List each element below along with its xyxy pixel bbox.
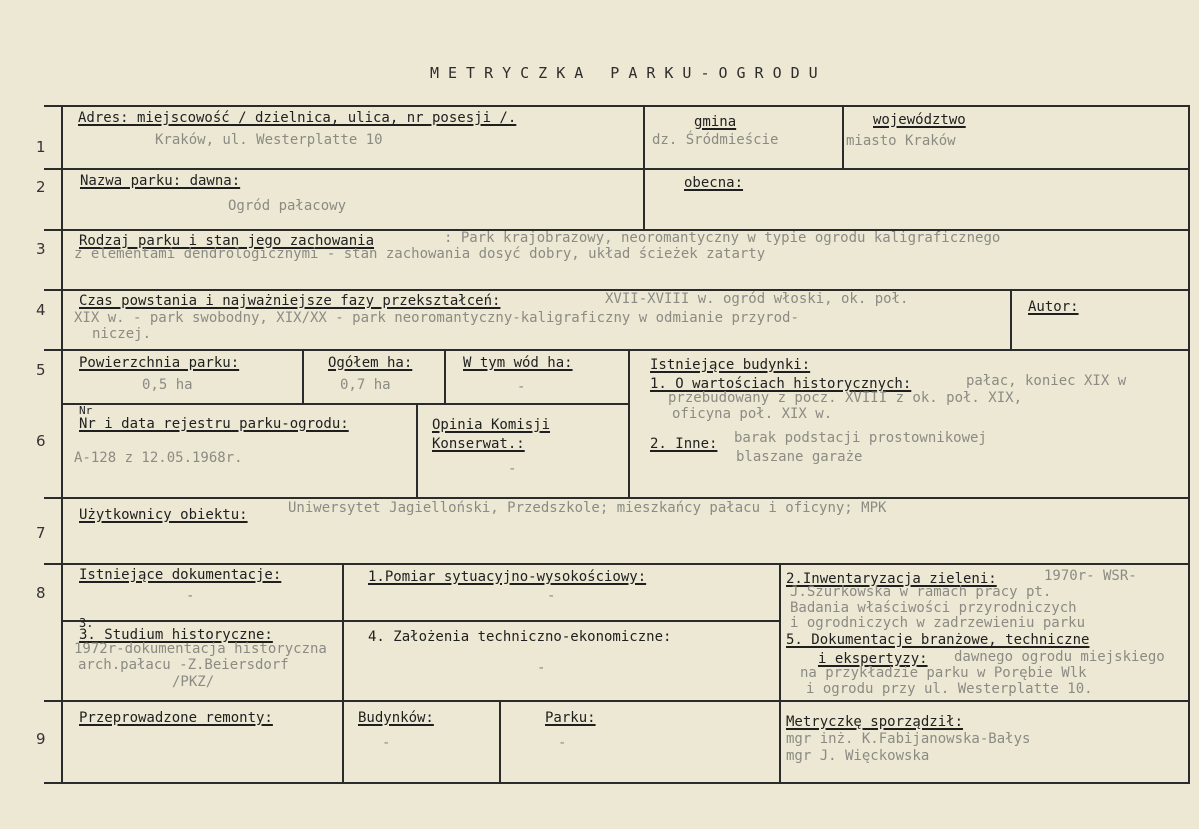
greenery-inventory-value-3: Badania właściwości przyrodniczych bbox=[790, 600, 1077, 616]
water-area-value: - bbox=[517, 379, 526, 395]
technical-assumptions-value: - bbox=[537, 660, 546, 676]
row-number: 8 bbox=[36, 584, 46, 602]
history-label: Czas powstania i najważniejsze fazy przekształceń: bbox=[79, 293, 501, 309]
branch-docs-value-3: i ogrodu przy ul. Westerplatte 10. bbox=[806, 681, 1093, 697]
historical-study-value-2: arch.pałacu -Z.Beiersdorf bbox=[78, 657, 289, 673]
other-buildings-label: 2. Inne: bbox=[650, 436, 718, 452]
greenery-inventory-label: 2.Inwentaryzacja zieleni: bbox=[786, 571, 997, 587]
row-divider bbox=[62, 403, 628, 405]
other-buildings-value-cont: blaszane garaże bbox=[736, 449, 863, 465]
row-number: 7 bbox=[36, 524, 46, 542]
column-divider bbox=[444, 349, 446, 404]
voivodeship-value: miasto Kraków bbox=[846, 133, 956, 149]
column-divider bbox=[499, 700, 501, 783]
row-number: 2 bbox=[36, 178, 46, 196]
row-number: 1 bbox=[36, 138, 46, 156]
total-area-value: 0,7 ha bbox=[340, 377, 391, 393]
buildings-repairs-label: Budynków: bbox=[358, 710, 434, 726]
historic-buildings-value-cont: przebudowany z pocz. XVIII z ok. poł. XIX, bbox=[668, 390, 1023, 406]
prepared-by-value-2: mgr J. Więckowska bbox=[786, 748, 930, 764]
park-name-value: Ogród pałacowy bbox=[228, 198, 347, 214]
column-divider bbox=[1188, 105, 1190, 784]
register-value: A-128 z 12.05.1968r. bbox=[74, 450, 243, 466]
prepared-by-value: mgr inż. K.Fabijanowska-Bałys bbox=[786, 731, 1031, 747]
history-value-end: niczej. bbox=[92, 326, 152, 342]
documentation-value: - bbox=[186, 588, 195, 604]
register-number-prefix: Nr bbox=[79, 404, 93, 417]
buildings-label: Istniejące budynki: bbox=[650, 357, 811, 373]
row-divider bbox=[44, 700, 1190, 702]
other-buildings-value: barak podstacji prostownikowej bbox=[734, 430, 987, 446]
users-label: Użytkownicy obiektu: bbox=[79, 507, 248, 523]
column-divider bbox=[416, 403, 418, 498]
address-label: Adres: miejscowość / dzielnica, ulica, nr posesji /. bbox=[78, 110, 517, 126]
park-type-label: Rodzaj parku i stan jego zachowania bbox=[79, 233, 375, 249]
voivodeship-label: województwo bbox=[873, 112, 966, 128]
column-divider bbox=[302, 349, 304, 404]
row-number: 9 bbox=[36, 730, 46, 748]
column-divider bbox=[61, 105, 63, 784]
row-divider bbox=[62, 620, 780, 622]
row-number: 5 bbox=[36, 361, 46, 379]
park-type-value-cont: z elementami dendrologicznymi - stan zachowania dosyć dobry, układ ścieżek zatarty bbox=[74, 246, 766, 262]
documentation-label: Istniejące dokumentacje: bbox=[79, 567, 282, 583]
park-type-value: : Park krajobrazowy, neoromantyczny w typie ogrodu kaligraficznego bbox=[444, 230, 1001, 246]
historical-study-value-3: /PKZ/ bbox=[172, 674, 215, 690]
historical-study-prefix: 3. bbox=[79, 616, 94, 630]
commission-opinion-value: - bbox=[508, 461, 517, 477]
greenery-inventory-value: 1970r- WSR- bbox=[1044, 568, 1137, 584]
historical-study-label: 3. Studium historyczne: bbox=[79, 627, 273, 643]
branch-docs-label: 5. Dokumentacje branżowe, techniczne bbox=[786, 632, 1090, 648]
commission-opinion-label: Opinia Komisji bbox=[432, 417, 551, 433]
row-divider bbox=[44, 782, 1190, 784]
history-value-cont: XIX w. - park swobodny, XIX/XX - park neoromantyczny-kaligraficzny w odmianie przyrod- bbox=[74, 310, 799, 326]
row-number: 4 bbox=[36, 301, 46, 319]
row-divider bbox=[44, 349, 1190, 351]
address-value: Kraków, ul. Westerplatte 10 bbox=[155, 132, 383, 148]
survey-label: 1.Pomiar sytuacyjno-wysokościowy: bbox=[368, 569, 647, 585]
column-divider bbox=[628, 349, 630, 498]
historical-study-value: 1972r-dokumentacja historyczna bbox=[74, 641, 327, 657]
area-label: Powierzchnia parku: bbox=[79, 355, 240, 371]
column-divider bbox=[779, 563, 781, 701]
repairs-label: Przeprowadzone remonty: bbox=[79, 710, 273, 726]
row-divider bbox=[44, 168, 1190, 170]
row-divider bbox=[44, 497, 1190, 499]
column-divider bbox=[1010, 289, 1012, 350]
column-divider bbox=[643, 105, 645, 169]
area-value: 0,5 ha bbox=[142, 377, 193, 393]
greenery-inventory-value-2: J.Szurkowska w ramach pracy pt. bbox=[790, 584, 1052, 600]
column-divider bbox=[342, 700, 344, 783]
row-number: 6 bbox=[36, 432, 46, 450]
column-divider bbox=[779, 700, 781, 783]
card-title: METRYCZKA PARKU-OGRODU bbox=[430, 64, 827, 82]
buildings-repairs-value: - bbox=[382, 735, 391, 751]
historic-buildings-value: pałac, koniec XIX w bbox=[966, 373, 1127, 389]
branch-docs-value: dawnego ogrodu miejskiego bbox=[954, 649, 1165, 665]
gmina-value: dz. Śródmieście bbox=[652, 132, 779, 148]
historic-buildings-label: 1. O wartościach historycznych: bbox=[650, 376, 912, 392]
branch-docs-label-cont: i ekspertyzy: bbox=[818, 651, 928, 667]
branch-docs-value-2: na przykładzie parku w Porębie Wlk bbox=[800, 665, 1087, 681]
total-area-label: Ogółem ha: bbox=[328, 355, 413, 371]
survey-value: - bbox=[547, 588, 556, 604]
current-name-label: obecna: bbox=[684, 175, 744, 191]
gmina-label: gmina bbox=[694, 114, 737, 130]
historic-buildings-value-end: oficyna poł. XIX w. bbox=[672, 406, 833, 422]
greenery-inventory-value-4: i ogrodniczych w zadrzewieniu parku bbox=[790, 615, 1086, 631]
author-label: Autor: bbox=[1028, 299, 1079, 315]
register-label: Nr i data rejestru parku-ogrodu: bbox=[79, 416, 349, 432]
park-repairs-value: - bbox=[558, 735, 567, 751]
column-divider bbox=[643, 168, 645, 230]
prepared-by-label: Metryczkę sporządził: bbox=[786, 714, 964, 730]
row-divider bbox=[44, 105, 1190, 107]
row-number: 3 bbox=[36, 240, 46, 258]
column-divider bbox=[342, 563, 344, 701]
users-value: Uniwersytet Jagielloński, Przedszkole; mieszkańcy pałacu i oficyny; MPK bbox=[288, 500, 887, 516]
history-value: XVII-XVIII w. ogród włoski, ok. poł. bbox=[605, 291, 909, 307]
park-repairs-label: Parku: bbox=[545, 710, 596, 726]
water-area-label: W tym wód ha: bbox=[463, 355, 573, 371]
technical-assumptions-label: 4. Założenia techniczno-ekonomiczne: bbox=[368, 629, 672, 645]
column-divider bbox=[842, 105, 844, 169]
commission-opinion-label-cont: Konserwat.: bbox=[432, 436, 525, 452]
row-divider bbox=[44, 563, 1190, 565]
park-name-label: Nazwa parku: dawna: bbox=[80, 173, 241, 189]
